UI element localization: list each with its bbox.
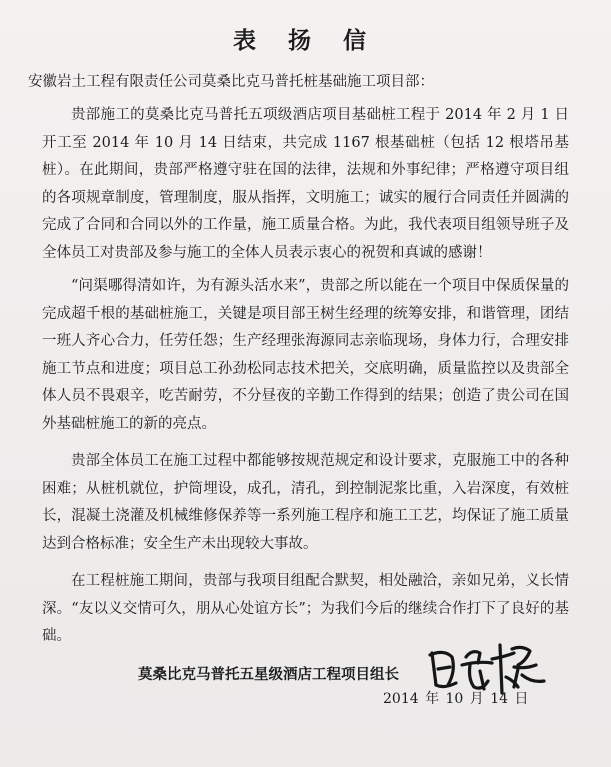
letter-paragraph: 在工程桩施工期间，贵部与我项目组配合默契，相处融洽，亲如兄弟，义长情深。“友以义交情可久，朋从心处谊方长”；为我们今后的继续合作打下了良好的基础。 xyxy=(42,573,569,644)
letter-addressee: 安徽岩土工程有限责任公司莫桑比克马普托桩基础施工项目部： xyxy=(28,74,434,90)
letter-paragraph: 贵部全体员工在施工过程中都能够按规范规定和设计要求，克服施工中的各种困难；从桩机就位，护筒埋设，成孔，清孔，到控制泥浆比重，入岩深度，有效桩长，混凝土浇灌及机械维修保养等一系列施工程序和施工工艺，均保证了施工质量达到合格标准；安全生产未出现较大事故。 xyxy=(42,453,569,552)
letter-paragraph: “问渠哪得清如许，为有源头活水来”，贵部之所以能在一个项目中保质保量的完成超千根的基础桩施工，关键是项目部王树生经理的统筹安排，和谐管理，团结一班人齐心合力，任劳任怨；生产经理张海源同志亲临现场，身体力行，合理安排施工节点和进度；项目总工孙劲松同志技术把关，交底明确，质量监控以及贵部全体人员不畏艰辛，吃苦耐劳，不分昼夜的辛勤工作得到的结果；创造了贵公司在国外基础桩施工的新的亮点。 xyxy=(42,278,569,432)
letter-date: 2014 年 10 月 14 日 xyxy=(383,691,529,707)
signer-title: 莫桑比克马普托五星级酒店工程项目组长 xyxy=(138,665,399,683)
letter-title: 表 扬 信 xyxy=(232,27,378,54)
letter-paragraph: 贵部施工的莫桑比克马普托五项级酒店项目基础桩工程于 2014 年 2 月 1 日开工至 2014 年 10 月 14 日结束，共完成 1167 根基础桩（包括 12 根塔吊基桩）。在此期间，贵部严格遵守驻在国的法律，法规和外事纪律；严格遵守项目组的各项规章制度，管理制度，服从指挥，文明施工；诚实的履行合同责任并圆满的完成了合同和合同以外的工作量，施工质量合格。为此，我代表项目组领导班子及全体员工对贵部及参与施工的全体人员表示衷心的祝贺和真诚的感谢！ xyxy=(42,107,569,261)
